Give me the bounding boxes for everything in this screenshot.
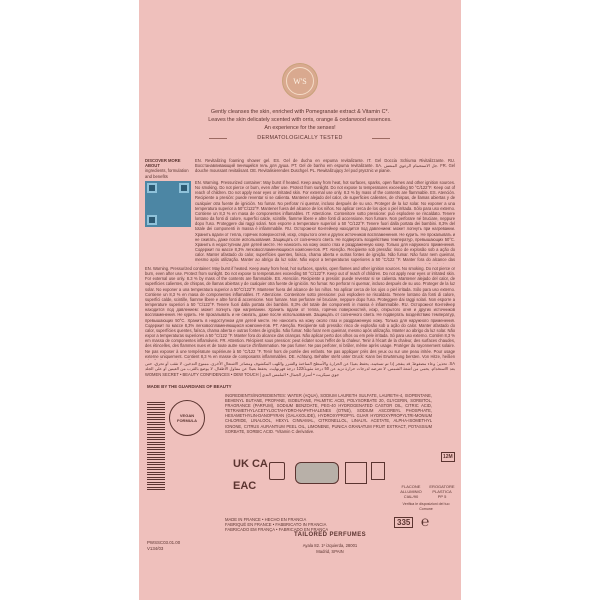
made-in-line-3: FABRICADO EM FRANÇA • FABRICADO EN FRANÇA <box>225 527 329 532</box>
vegan-badge-line-2: FORMULA <box>177 418 197 423</box>
recycling-col-1 <box>397 484 425 499</box>
warnings-text: EN. Warning. Pressurized container: May burst if heated. Keep away from heat, hot surfaces, sparks, open flames and other ignition sources. No smoking. Do not pierce or burn, even after use. Protect from sunlight. Do not expose to temperatures exceeding 50 °C/122°F. Keep out of reach of children. Do not apply near eyes or irritated skin. For external use only. 8.3 % by mass of the contents are flammable. ES. Atención. Recipiente a presión: puede reventar si se calienta. Mantener alejado del calor, de superficies calientes, de chispas, de llamas abiertas y de cualquier otra fuente de ignición. No fumar. No perforar ni quemar, incluso después de su uso. Proteger de la luz solar. No exponer a una temperatura superior a 50°C/122°F. Mantener fuera del alcance de los niños. No aplicar cerca de los ojos o piel irritada. Sólo para uso externo. Contiene un 8,3 % en masa de componentes inflamables. IT. Attenzione. Contenitore sotto pressione: può esplodere se riscaldato. Tenere lontano da fonti di calore, superfici calde, scintille, fiamme libere e altre fonti di accensione. Non fumare. Non perforare né bruciare, neppure dopo l'uso. Proteggere dai raggi solari. Non esporre a temperature superiori a 50 °C/122°F. Tenere fuori dalla portata dei bambini. 8,3% del totale dei componenti in massa è infiammabile. RU. Осторожно! Контейнер находится под давлением: может лопнуть при нагревании. Хранить вдали от тепла, горячих поверхностей, искр, открытого огня и других источников воспламенения. Не курить. Не прокалывать и не сжигать, даже после использования. Защищать от солнечного света. Не подвергать воздействию температур, превышающих 50°C. Хранить в недоступном для детей месте. Не наносить на кожу около глаз и раздраженную кожу. Только для наружного применения. Содержит по массе 8,3% легковоспламеняющихся компонентов. PT. Atenção. Recipiente sob pressão: risco de explosão sob a ação do calor. Manter afastado do calor, superfícies quentes, faísca, chama aberta e outras fontes de ignição. Não fumar. Não furar nem queimar, mesmo após utilização. Manter ao abrigo da luz solar. Não expor a temperaturas superiores a 50 °C/122 °F. Manter fora do alcance das crianças. Não aplicar perto dos olhos ou em pele irritada. Só para uso externo. Contém 8,3 % em massa de componentes inflamáveis. FR. Attention. Récipient sous pression: peut éclater sous l'effet de la chaleur. Tenir à l'écart de la chaleur, des surfaces chaudes, des étincelles, des flammes nues et de toute autre source d'inflammation. Ne pas fumer. Ne pas perforer, ni brûler, même après usage. Protéger du rayonnement solaire. Ne pas exposer à une température supérieure à 50 °C/122 °F. Tenir hors de portée des enfants. Ne pas appliquer près des yeux ou sur une peau irritée. Pour usage externe uniquement. Contient 8,3 % en masse de composants inflammables. DE. Achtung. Behälter steht unter Druck: Kann bei Erwärmung bersten. Von Hitze, heißen <box>145 266 455 359</box>
e-mark-icon: ℮ <box>421 513 430 529</box>
intro-line-3: An experience for the senses! <box>264 125 336 131</box>
made-in-line-1: MADE IN FRANCE • HECHO EN FRANCIA <box>225 517 307 522</box>
recycling-note: Verifica le disposizioni del tuo Comune <box>402 502 450 511</box>
intro-line-1: Gently cleanses the skin, enriched with Pomegranate extract & Vitamin C*. <box>210 109 390 115</box>
recycling-icon <box>345 462 367 484</box>
company-name: TAILORED PERFUMES <box>293 532 367 538</box>
recycling-col-2-line-1: EROGATORE <box>429 484 455 489</box>
product-code: PWSSC03.01.00 <box>147 540 181 545</box>
qr-finder-icon <box>147 183 157 193</box>
aerosol-can-icon <box>295 462 339 484</box>
dermatologically-tested: DERMATOLOGICALLY TESTED <box>257 135 343 141</box>
discover-subtitle: ingredients, formulation and benefits <box>145 168 189 179</box>
brand-logo-text: W'S <box>286 67 314 95</box>
barcode <box>147 400 165 490</box>
qr-finder-icon <box>179 183 189 193</box>
manufactured-by: MADE BY THE GUARDIANS OF BEAUTY <box>147 384 232 389</box>
multilingual-header: EN. Revitalizing foaming shower gel. ES. Gel de ducha en espuma revitalizante. IT. Gel Doccia Schiuma Rivitalizzante. RU. Восстанавливающий пенящийся гель для душа. PT. Gel de banho em espuma revitalizante. SA. جل الاستحمام الرغوي المنعش. FR. Gel douche moussant revitalisant. DE. Revitalisierendes Duschgel. PL. Rewitalizujący żel pod prysznic w pianie. <box>195 158 455 174</box>
discover-more <box>145 158 191 227</box>
intro-line-2: Leaves the skin delicately scented with orris, orange & cedarwood essences. <box>208 117 392 123</box>
brand-logo-seal <box>282 63 318 99</box>
divider-right <box>372 138 390 139</box>
collection-line: WOMEN SECRET • BEAUTY CONFIDENCES • DEW TOUCH | جوي سيكريت • أسرار الجمال • الملمس الندي <box>145 372 340 377</box>
version-code: V134/03 <box>147 546 164 551</box>
warnings-text-top: EN. Warning. Pressurized container: May burst if heated. Keep away from heat, hot surfaces, sparks, open flames and other ignition sources. No smoking. Do not pierce or burn, even after use. Protect from sunlight. Do not expose to temperatures exceeding 50 °C/122°F. Keep out of reach of children. Do not apply near eyes or irritated skin. For external use only. 8.3 % by mass of the contents are flammable. ES. Atención. Recipiente a presión: puede reventar si se calienta. Mantener alejado del calor, de superficies calientes, de chispas, de llamas abiertas y de cualquier otra fuente de ignición. No fumar. No perforar ni quemar, incluso después de su uso. Proteger de la luz solar. No exponer a una temperatura superior a 50°C/122°F. Mantener fuera del alcance de los niños. No aplicar cerca de los ojos o piel irritada. Sólo para uso externo. Contiene un 8,3 % en masa de componentes inflamables. IT. Attenzione. Contenitore sotto pressione: può esplodere se riscaldato. Tenere lontano da fonti di calore, superfici calde, scintille, fiamme libere e altre fonti di accensione. Non fumare. Non perforare né bruciare, neppure dopo l'uso. Proteggere dai raggi solari. Non esporre a temperature superiori a 50 °C/122°F. Tenere fuori dalla portata dei bambini. 8,3% del totale dei componenti in massa è infiammabile. RU. Осторожно! Контейнер находится под давлением: может лопнуть при нагревании. Хранить вдали от тепла, горячих поверхностей, искр, открытого огня и других источников воспламенения. Не курить. Не прокалывать и не сжигать, даже после использования. Защищать от солнечного света. Не подвергать воздействию температур, превышающих 50°C. Хранить в недоступном для детей месте. Не наносить на кожу около глаз и раздраженную кожу. Только для наружного применения. Содержит по массе 8,3% легковоспламеняющихся компонентов. PT. Atenção. Recipiente sob pressão: risco de explosão sob a ação do calor. Manter afastado do calor, superfícies quentes, faísca, chama aberta e outras fontes de ignição. Não fumar. Não furar nem queimar, mesmo após utilização. Manter ao abrigo da luz solar. Não expor a temperaturas superiores a 50 °C/122 °F. Manter fora do alcance das <box>195 180 455 263</box>
discover-title: DISCOVER MORE ABOUT <box>145 158 181 169</box>
ingredients-list: INGREDIENTS/INGREDIENTES: WATER (AQUA), SODIUM LAURETH SULFATE, LAURETH-4, ISOPENTANE, BEHENYL BUTANE, PROPANE, ISOBUTANE, PALMITIC ACID, POLYSORBATE 20, GLYCERIN, SORBITOL, FRAGRANCE (PARFUM), SODIUM BENZOATE, PEG-40 HYDROGENATED CASTOR OIL, CITRIC ACID, TETRAMETHYLACETYLOCTAHYDRO-NAPHTHALENES (OTNE), SODIUM ASCORBYL PHOSPHATE, HEXAMETHYLIN-DANOPYRAN (GALAXOLIDE), HYDROXYPROPYL GUAR HYDROXYPROPYLTRI-MONIUM CHLORIDE, LINALOOL, HEXYL CINNAMAL, CITRONELLOL, LINALYL ACETATE, ALPHA-ISOMETHYL IONONE, CITRUS AURANTIUM PEEL OIL, LIMONENE, PUNICA GRANATUM FRUIT EXTRACT, POTASSIUM SORBATE, SORBIC ACID. *Vitamin C derivative. <box>225 393 432 434</box>
vegan-badge <box>169 400 205 436</box>
ukca-mark: UK CA <box>233 458 268 470</box>
vegan-badge-line-1: VEGAN <box>179 413 195 418</box>
recycle-bin-icon <box>269 462 285 480</box>
bin-icon <box>371 462 385 480</box>
recycling-col-2 <box>427 484 457 499</box>
recycling-col-2-line-3: PP 5 <box>437 494 447 499</box>
eac-mark: EAC <box>233 480 257 492</box>
product-label <box>139 0 461 600</box>
qr-finder-icon <box>147 215 157 225</box>
made-in-line-2: FABRIQUÉ EN FRANCE • FABBRICATO IN FRANCIA <box>225 522 327 527</box>
volume-mark: 335 <box>394 517 413 528</box>
recycling-col-2-line-2: PLASTICA <box>432 489 452 494</box>
recycling-col-1-line-3: CIAL/90 <box>403 494 419 499</box>
recycling-col-1-line-2: ALLUMINIO <box>400 489 422 494</box>
arabic-warning: SA. تحذير: وعاء مضغوط: قد ينفجر إذا تم تسخينه. يحفظ بعيدًا عن الحرارة والأسطح الساخنة والشرر واللهب المكشوف ومصادر الاشتعال الأخرى. ممنوع التدخين. لا تثقب أو تحرق، حتى بعد الاستخدام. يحمى من أشعة الشمس. لا تعرضه لدرجات حرارة تزيد عن 50 درجة مئوية/122 درجة فهرنهايت. يحفظ بعيدًا عن متناول الأطفال. لا يوضع بالقرب من العينين أو على الجلد <box>145 361 455 371</box>
qr-code[interactable] <box>145 181 191 227</box>
pao-12m-icon: 12M <box>443 454 453 460</box>
address-line-2: Madrid, SPAIN <box>316 549 344 554</box>
recycling-col-1-line-1: FLACONE <box>401 484 421 489</box>
address-line-1: Ayala 82. 1º izquierda, 28001 <box>302 543 358 548</box>
